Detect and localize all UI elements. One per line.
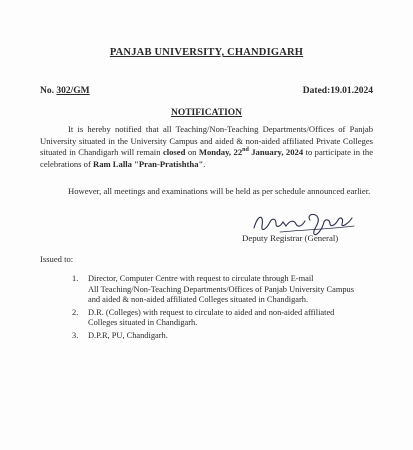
list-item-text: D.R. (Colleges) with request to circulate to aided and non-aided affiliated Colleges situated in Chandigarh.: [88, 307, 335, 328]
signatory-designation: Deputy Registrar (General): [242, 233, 339, 243]
list-item-number: 3.: [72, 330, 79, 340]
list-item-subtext: All Teaching/Non-Teaching Departments/Offices of Panjab University Campus and aided & non-aided affiliated Colleges situated in Chandigarh.: [88, 284, 354, 305]
list-item-number: 1.: [72, 274, 79, 283]
notice-date-label: Dated:: [302, 86, 331, 96]
list-item-text: D.P.R, PU, Chandigarh.: [88, 330, 168, 340]
notice-date: [303, 86, 373, 96]
reference-number-label: No.: [40, 86, 54, 96]
notification-paragraph-1: [40, 124, 373, 170]
issued-to-label: Issued to:: [40, 254, 74, 264]
para1-text-b: on: [185, 147, 199, 158]
notice-date-value: 19.01.2024: [330, 86, 373, 96]
para1-date-month: January, 2024: [248, 147, 304, 158]
list-item: [72, 331, 362, 342]
para1-date-suffix: nd: [242, 147, 249, 154]
university-heading: PANJAB UNIVERSITY, CHANDIGARH: [109, 47, 304, 58]
para1-event: Ram Lalla "Pran-Pratishtha": [92, 158, 204, 169]
para1-text-c: to participate in the celebrations of: [40, 147, 374, 169]
reference-number-value: 302/GM: [56, 86, 90, 96]
para1-closed: closed: [162, 147, 186, 158]
notification-paragraph-2: However, all meetings and examinations will be held as per schedule announced earlier.: [68, 186, 371, 196]
para1-end: .: [203, 158, 206, 169]
reference-number: [40, 86, 90, 96]
para1-date-day: Monday, 22: [198, 147, 243, 158]
list-item-number: 2.: [72, 307, 79, 317]
para1-date: [199, 147, 303, 157]
distribution-list: [72, 274, 362, 344]
para1-text-a: It is hereby notified that all Teaching/Non-Teaching Departments/Offices of Panjab University situated in the University Campus and aided & non-aided affiliated Private Colleges situated in Chandigarh will remain: [40, 124, 373, 158]
list-item: [72, 274, 362, 306]
list-item-text: Director, Computer Centre with request to circulate through E-mail: [88, 274, 314, 283]
list-item: [72, 308, 362, 329]
notification-title: NOTIFICATION: [170, 108, 243, 118]
